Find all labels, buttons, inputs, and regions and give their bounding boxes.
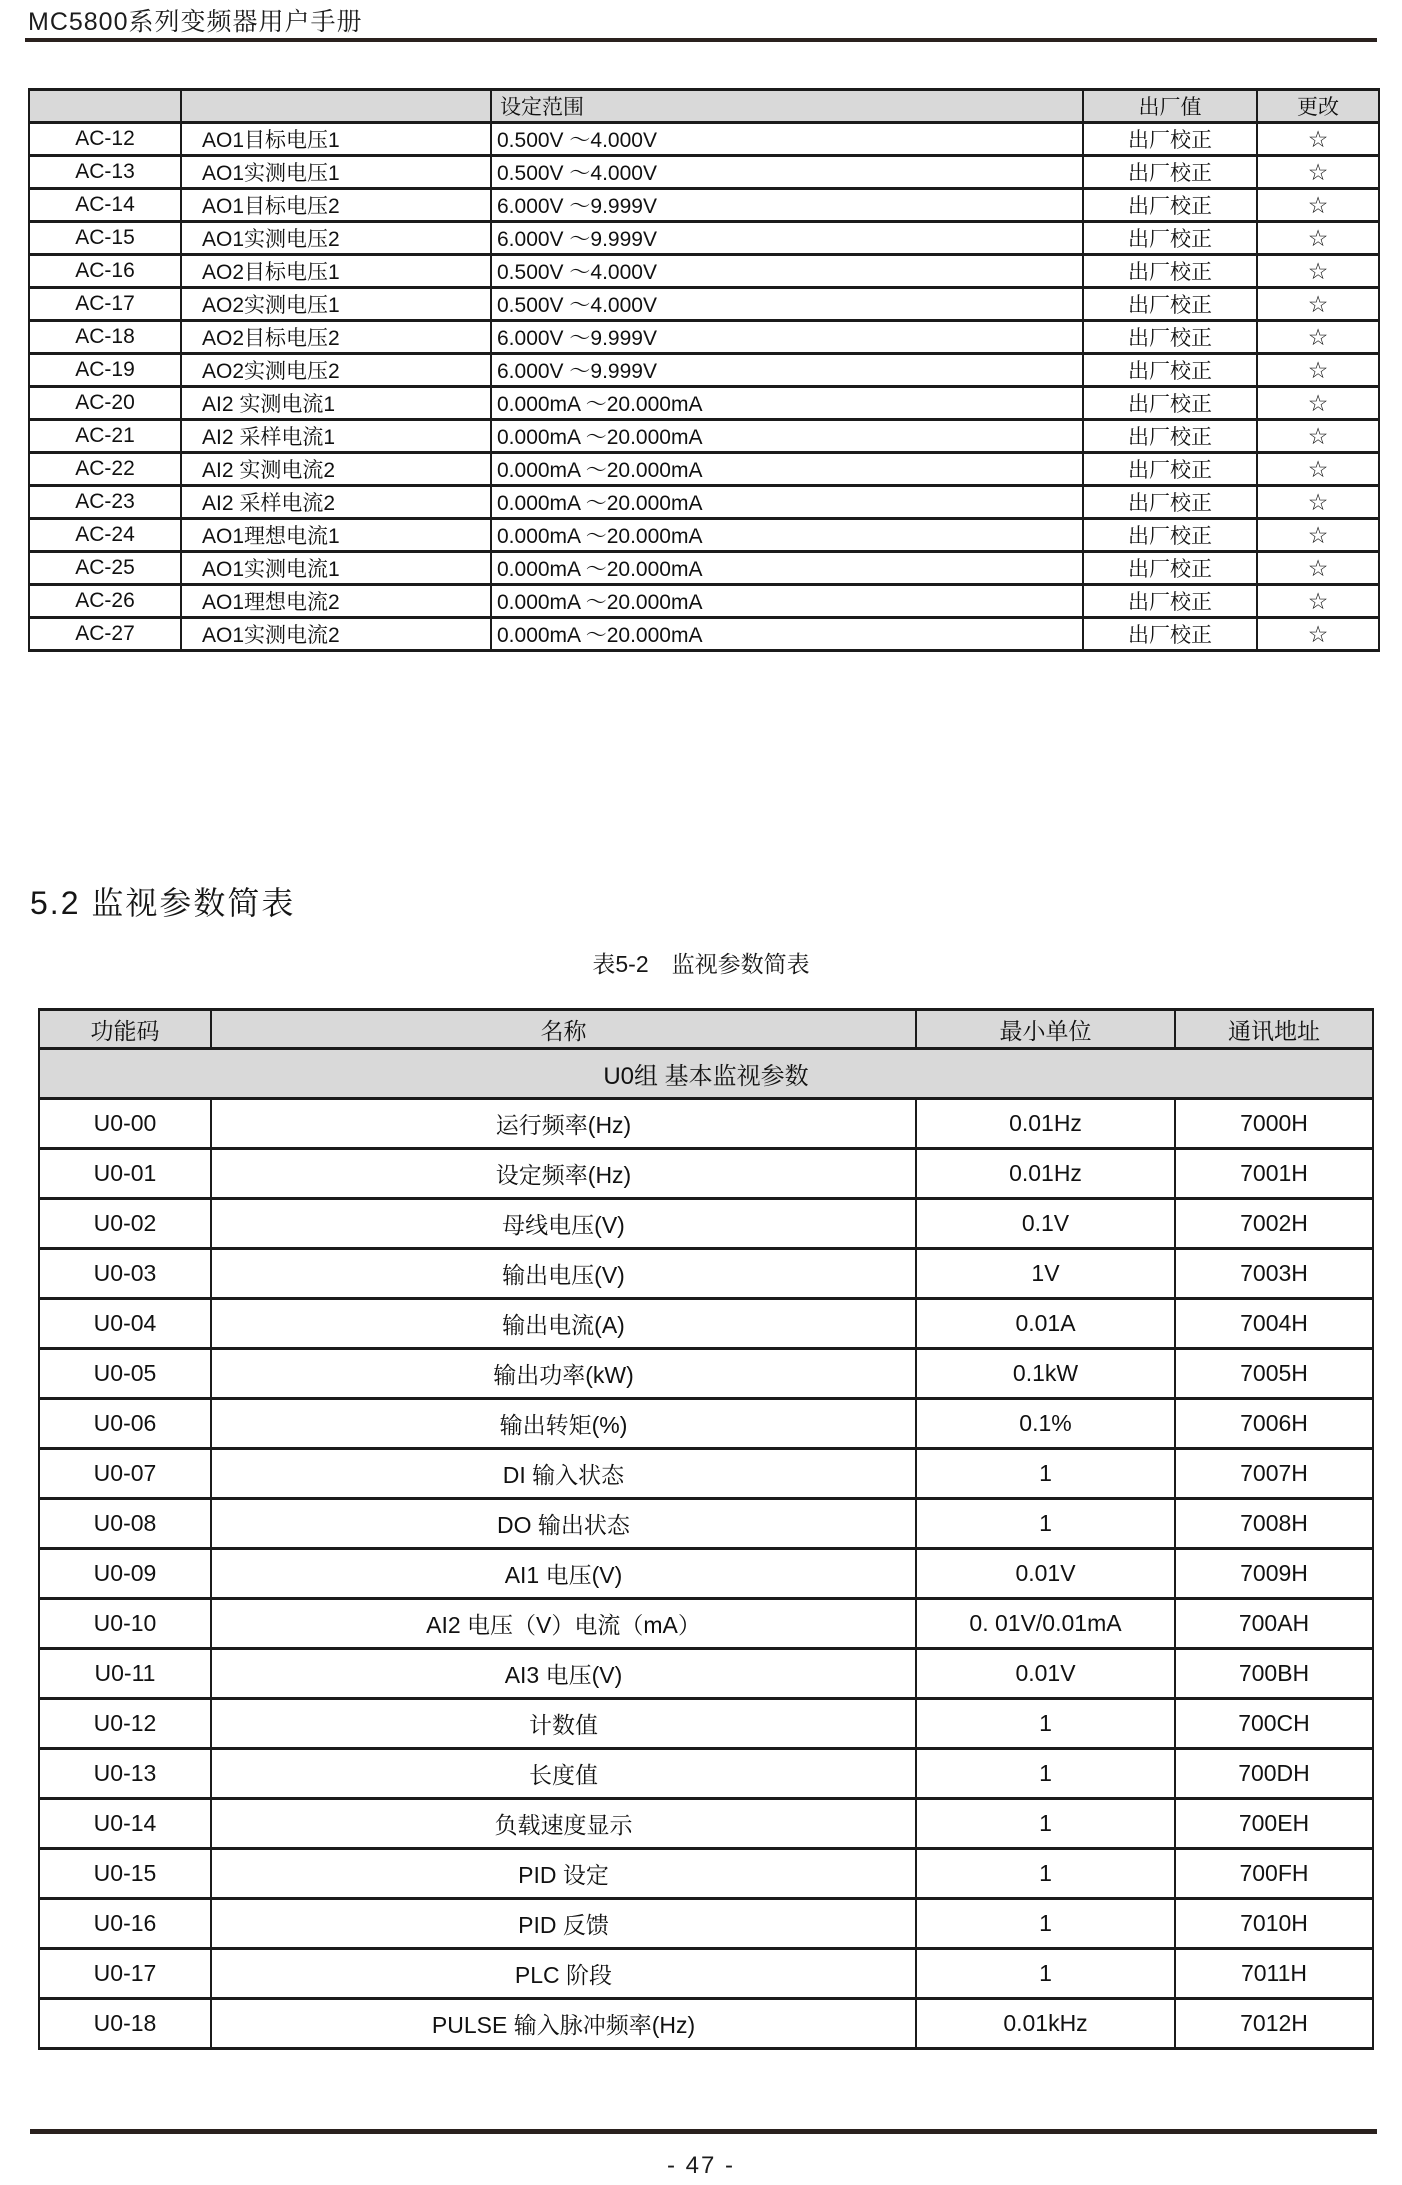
param-code-cell: AC-14 [29, 189, 181, 222]
table-row [39, 1349, 1373, 1399]
table2-body [39, 1099, 1373, 2049]
param-code-cell: AC-20 [29, 387, 181, 420]
param-name-cell: AO1理想电流1 [181, 519, 491, 552]
comm-address-cell: 7012H [1175, 1999, 1373, 2049]
setting-range-cell: 6.000V ～9.999V [491, 321, 1083, 354]
change-flag-cell: ☆ [1257, 222, 1379, 255]
table-row [39, 1149, 1373, 1199]
table-row [29, 420, 1379, 453]
param-code-cell: AC-22 [29, 453, 181, 486]
page-number: - 47 - [666, 2152, 735, 2179]
function-code-cell: U0-01 [39, 1149, 211, 1199]
setting-range-cell: 6.000V ～9.999V [491, 222, 1083, 255]
min-unit-cell: 1 [916, 1799, 1175, 1849]
table-row [29, 453, 1379, 486]
param-name-cell: 运行频率(Hz) [211, 1099, 916, 1149]
function-code-cell: U0-00 [39, 1099, 211, 1149]
table-row [29, 618, 1379, 651]
comm-address-cell: 700DH [1175, 1749, 1373, 1799]
comm-address-cell: 7003H [1175, 1249, 1373, 1299]
change-flag-cell: ☆ [1257, 288, 1379, 321]
page-header-title: MC5800系列变频器用户手册 [28, 8, 363, 36]
function-code-cell: U0-02 [39, 1199, 211, 1249]
function-code-cell: U0-11 [39, 1649, 211, 1699]
factory-value-cell: 出厂校正 [1083, 321, 1257, 354]
param-name-cell: 输出功率(kW) [211, 1349, 916, 1399]
min-unit-cell: 1 [916, 1849, 1175, 1899]
comm-address-cell: 7001H [1175, 1149, 1373, 1199]
min-unit-cell: 0.1V [916, 1199, 1175, 1249]
factory-value-cell: 出厂校正 [1083, 189, 1257, 222]
factory-value-cell: 出厂校正 [1083, 552, 1257, 585]
table-row [39, 1199, 1373, 1249]
change-flag-cell: ☆ [1257, 255, 1379, 288]
param-name-cell: AO1实测电流1 [181, 552, 491, 585]
function-code-cell: U0-03 [39, 1249, 211, 1299]
table-row [29, 255, 1379, 288]
factory-value-cell: 出厂校正 [1083, 585, 1257, 618]
param-name-cell: AO1理想电流2 [181, 585, 491, 618]
table-header-row [29, 90, 1379, 123]
comm-address-column-header: 通讯地址 [1175, 1010, 1373, 1049]
param-code-cell: AC-26 [29, 585, 181, 618]
table-row [39, 1499, 1373, 1549]
table-caption: 表5-2 监视参数简表 [592, 951, 810, 977]
comm-address-cell: 7006H [1175, 1399, 1373, 1449]
param-code-cell: AC-15 [29, 222, 181, 255]
table-row [29, 354, 1379, 387]
comm-address-cell: 700FH [1175, 1849, 1373, 1899]
function-code-column-header: 功能码 [39, 1010, 211, 1049]
param-name-cell: AO1实测电压1 [181, 156, 491, 189]
table-row [29, 552, 1379, 585]
factory-value-cell: 出厂校正 [1083, 123, 1257, 156]
setting-range-cell: 0.000mA ～20.000mA [491, 585, 1083, 618]
table-row [29, 288, 1379, 321]
monitor-parameter-table [38, 1008, 1374, 2050]
table1-body [29, 123, 1379, 651]
change-flag-cell: ☆ [1257, 387, 1379, 420]
comm-address-cell: 700AH [1175, 1599, 1373, 1649]
param-name-cell: 输出电流(A) [211, 1299, 916, 1349]
factory-value-cell: 出厂校正 [1083, 387, 1257, 420]
comm-address-cell: 7011H [1175, 1949, 1373, 1999]
param-name-cell: AO1实测电流2 [181, 618, 491, 651]
param-name-cell: AO1目标电压1 [181, 123, 491, 156]
comm-address-cell: 7008H [1175, 1499, 1373, 1549]
param-name-cell: DI 输入状态 [211, 1449, 916, 1499]
min-unit-cell: 1 [916, 1449, 1175, 1499]
setting-range-cell: 0.000mA ～20.000mA [491, 387, 1083, 420]
setting-range-cell: 0.500V ～4.000V [491, 156, 1083, 189]
min-unit-cell: 0.01A [916, 1299, 1175, 1349]
param-name-cell: 输出电压(V) [211, 1249, 916, 1299]
setting-range-cell: 0.000mA ～20.000mA [491, 618, 1083, 651]
setting-range-cell: 0.500V ～4.000V [491, 288, 1083, 321]
factory-value-cell: 出厂校正 [1083, 486, 1257, 519]
comm-address-cell: 7005H [1175, 1349, 1373, 1399]
table-row [39, 1899, 1373, 1949]
function-code-cell: U0-13 [39, 1749, 211, 1799]
param-name-cell: 计数值 [211, 1699, 916, 1749]
comm-address-cell: 7004H [1175, 1299, 1373, 1349]
factory-value-cell: 出厂校正 [1083, 255, 1257, 288]
table-row [29, 387, 1379, 420]
param-name-cell: PLC 阶段 [211, 1949, 916, 1999]
setting-range-cell: 0.000mA ～20.000mA [491, 420, 1083, 453]
min-unit-cell: 0.1% [916, 1399, 1175, 1449]
change-flag-cell: ☆ [1257, 354, 1379, 387]
change-flag-cell: ☆ [1257, 321, 1379, 354]
comm-address-cell: 7000H [1175, 1099, 1373, 1149]
setting-range-column-header: 设定范围 [491, 90, 1083, 123]
factory-value-cell: 出厂校正 [1083, 354, 1257, 387]
table-row [39, 1649, 1373, 1699]
table-row [39, 1549, 1373, 1599]
change-flag-cell: ☆ [1257, 552, 1379, 585]
param-name-cell: AI2 采样电流2 [181, 486, 491, 519]
change-flag-cell: ☆ [1257, 420, 1379, 453]
table-row [29, 321, 1379, 354]
min-unit-cell: 0.1kW [916, 1349, 1175, 1399]
table-row [39, 1949, 1373, 1999]
comm-address-cell: 700EH [1175, 1799, 1373, 1849]
ac-parameter-table [28, 88, 1380, 652]
table-row [39, 1699, 1373, 1749]
comm-address-cell: 700CH [1175, 1699, 1373, 1749]
min-unit-cell: 1V [916, 1249, 1175, 1299]
min-unit-cell: 1 [916, 1699, 1175, 1749]
table-row [29, 222, 1379, 255]
param-name-cell: 长度值 [211, 1749, 916, 1799]
param-code-cell: AC-18 [29, 321, 181, 354]
function-code-cell: U0-17 [39, 1949, 211, 1999]
param-name-cell: 设定频率(Hz) [211, 1149, 916, 1199]
table-row [29, 519, 1379, 552]
function-code-cell: U0-05 [39, 1349, 211, 1399]
change-flag-cell: ☆ [1257, 585, 1379, 618]
function-code-cell: U0-18 [39, 1999, 211, 2049]
min-unit-cell: 0.01V [916, 1649, 1175, 1699]
table-header-row [39, 1010, 1373, 1049]
param-code-cell: AC-19 [29, 354, 181, 387]
function-code-cell: U0-14 [39, 1799, 211, 1849]
comm-address-cell: 7010H [1175, 1899, 1373, 1949]
min-unit-cell: 0.01V [916, 1549, 1175, 1599]
factory-value-cell: 出厂校正 [1083, 156, 1257, 189]
change-flag-cell: ☆ [1257, 123, 1379, 156]
param-name-cell: PID 设定 [211, 1849, 916, 1899]
table-row [39, 1849, 1373, 1899]
param-name-cell: AI2 实测电流2 [181, 453, 491, 486]
table-row [39, 1099, 1373, 1149]
table-row [39, 1749, 1373, 1799]
footer-divider [30, 2129, 1377, 2134]
function-code-cell: U0-08 [39, 1499, 211, 1549]
function-code-cell: U0-07 [39, 1449, 211, 1499]
setting-range-cell: 0.000mA ～20.000mA [491, 486, 1083, 519]
code-column-header [29, 90, 181, 123]
function-code-cell: U0-09 [39, 1549, 211, 1599]
param-name-cell: PULSE 输入脉冲频率(Hz) [211, 1999, 916, 2049]
setting-range-cell: 0.000mA ～20.000mA [491, 552, 1083, 585]
factory-value-cell: 出厂校正 [1083, 222, 1257, 255]
table-row [29, 156, 1379, 189]
param-name-cell: AO2目标电压1 [181, 255, 491, 288]
min-unit-cell: 0. 01V/0.01mA [916, 1599, 1175, 1649]
param-name-cell: AO2目标电压2 [181, 321, 491, 354]
param-name-cell: AI2 采样电流1 [181, 420, 491, 453]
param-code-cell: AC-13 [29, 156, 181, 189]
param-name-cell: AI1 电压(V) [211, 1549, 916, 1599]
group-header-row [39, 1049, 1373, 1099]
param-name-cell: 输出转矩(%) [211, 1399, 916, 1449]
name-column-header: 名称 [211, 1010, 916, 1049]
param-code-cell: AC-23 [29, 486, 181, 519]
change-flag-cell: ☆ [1257, 156, 1379, 189]
min-unit-cell: 1 [916, 1899, 1175, 1949]
table-row [39, 1399, 1373, 1449]
param-name-cell: AO1实测电压2 [181, 222, 491, 255]
function-code-cell: U0-04 [39, 1299, 211, 1349]
table-row [39, 1799, 1373, 1849]
setting-range-cell: 0.000mA ～20.000mA [491, 453, 1083, 486]
change-column-header: 更改 [1257, 90, 1379, 123]
min-unit-cell: 0.01kHz [916, 1999, 1175, 2049]
change-flag-cell: ☆ [1257, 189, 1379, 222]
min-unit-cell: 1 [916, 1949, 1175, 1999]
change-flag-cell: ☆ [1257, 519, 1379, 552]
table-row [39, 1299, 1373, 1349]
param-name-cell: AO1目标电压2 [181, 189, 491, 222]
function-code-cell: U0-06 [39, 1399, 211, 1449]
param-name-cell: AI3 电压(V) [211, 1649, 916, 1699]
header-divider [25, 38, 1377, 42]
param-code-cell: AC-17 [29, 288, 181, 321]
table-row [39, 1999, 1373, 2049]
min-unit-cell: 0.01Hz [916, 1099, 1175, 1149]
param-name-cell: PID 反馈 [211, 1899, 916, 1949]
function-code-cell: U0-16 [39, 1899, 211, 1949]
param-code-cell: AC-21 [29, 420, 181, 453]
param-code-cell: AC-25 [29, 552, 181, 585]
table-row [29, 123, 1379, 156]
table-row [39, 1449, 1373, 1499]
param-code-cell: AC-24 [29, 519, 181, 552]
param-name-cell: AO2实测电压2 [181, 354, 491, 387]
table-row [29, 189, 1379, 222]
param-name-cell: AI2 电压（V）电流（mA） [211, 1599, 916, 1649]
comm-address-cell: 7007H [1175, 1449, 1373, 1499]
factory-value-cell: 出厂校正 [1083, 453, 1257, 486]
min-unit-cell: 0.01Hz [916, 1149, 1175, 1199]
param-code-cell: AC-12 [29, 123, 181, 156]
min-unit-column-header: 最小单位 [916, 1010, 1175, 1049]
table-row [39, 1599, 1373, 1649]
factory-value-cell: 出厂校正 [1083, 288, 1257, 321]
comm-address-cell: 700BH [1175, 1649, 1373, 1699]
min-unit-cell: 1 [916, 1749, 1175, 1799]
param-name-cell: DO 输出状态 [211, 1499, 916, 1549]
name-column-header [181, 90, 491, 123]
table-row [29, 486, 1379, 519]
param-code-cell: AC-27 [29, 618, 181, 651]
factory-value-column-header: 出厂值 [1083, 90, 1257, 123]
param-name-cell: AO2实测电压1 [181, 288, 491, 321]
change-flag-cell: ☆ [1257, 453, 1379, 486]
factory-value-cell: 出厂校正 [1083, 519, 1257, 552]
param-name-cell: AI2 实测电流1 [181, 387, 491, 420]
param-code-cell: AC-16 [29, 255, 181, 288]
setting-range-cell: 0.500V ～4.000V [491, 123, 1083, 156]
comm-address-cell: 7002H [1175, 1199, 1373, 1249]
param-name-cell: 母线电压(V) [211, 1199, 916, 1249]
min-unit-cell: 1 [916, 1499, 1175, 1549]
section-heading: 5.2 监视参数简表 [30, 885, 296, 921]
table-row [29, 585, 1379, 618]
setting-range-cell: 0.500V ～4.000V [491, 255, 1083, 288]
comm-address-cell: 7009H [1175, 1549, 1373, 1599]
group-header-cell: U0组 基本监视参数 [39, 1049, 1373, 1099]
function-code-cell: U0-10 [39, 1599, 211, 1649]
param-name-cell: 负载速度显示 [211, 1799, 916, 1849]
factory-value-cell: 出厂校正 [1083, 618, 1257, 651]
factory-value-cell: 出厂校正 [1083, 420, 1257, 453]
setting-range-cell: 0.000mA ～20.000mA [491, 519, 1083, 552]
table-row [39, 1249, 1373, 1299]
function-code-cell: U0-15 [39, 1849, 211, 1899]
setting-range-cell: 6.000V ～9.999V [491, 354, 1083, 387]
change-flag-cell: ☆ [1257, 618, 1379, 651]
change-flag-cell: ☆ [1257, 486, 1379, 519]
function-code-cell: U0-12 [39, 1699, 211, 1749]
setting-range-cell: 6.000V ～9.999V [491, 189, 1083, 222]
